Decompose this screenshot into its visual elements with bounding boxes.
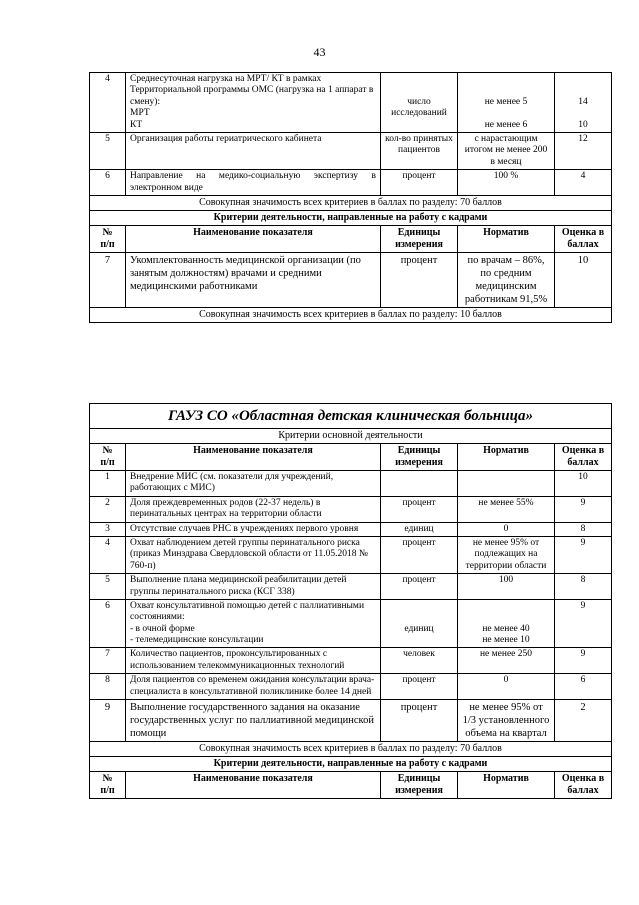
indicator-name: Охват наблюдением детей группы перинатального риска (приказ Минздрава Свердловской области от 11.05.2018 № 760-п) <box>126 536 381 573</box>
header-name: Наименование показателя <box>126 444 381 471</box>
indicator-name: Внедрение МИС (см. показатели для учреждений, работающих с МИС) <box>126 471 381 497</box>
header-num: № п/п <box>90 772 126 799</box>
indicator-name: Количество пациентов, проконсультированных с использованием телекоммуникационных технологий <box>126 648 381 674</box>
table-row <box>90 252 612 308</box>
table-row <box>90 132 612 169</box>
indicator-name: Охват консультативной помощью детей с паллиативными состояниями: - в очной форме - телемедицинские консультации <box>126 599 381 648</box>
row-number: 8 <box>90 674 126 700</box>
unit: процент <box>381 700 458 742</box>
indicator-name: Доля пациентов со временем ожидания консультации врача-специалиста в консультативной поликлинике более 14 дней <box>126 674 381 700</box>
header-name: Наименование показателя <box>126 772 381 799</box>
score: 6 <box>555 674 612 700</box>
norm: 0 <box>458 522 555 536</box>
norm: не менее 250 <box>458 648 555 674</box>
table-row <box>90 700 612 742</box>
section-heading: Критерии основной деятельности <box>90 429 612 444</box>
table-row <box>90 648 612 674</box>
score: 8 <box>555 574 612 600</box>
table-header <box>90 444 612 471</box>
section-total: Совокупная значимость всех критериев в баллах по разделу: 70 баллов <box>90 195 612 210</box>
indicator-name: Направление на медико-социальную экспертизу в электронном виде <box>126 170 381 196</box>
header-unit: Единицы измерения <box>381 444 458 471</box>
unit: процент <box>381 536 458 573</box>
header-num: № п/п <box>90 444 126 471</box>
score: 9 <box>555 536 612 573</box>
table-row <box>90 674 612 700</box>
norm: не менее 55% <box>458 496 555 522</box>
criteria-table-continued <box>89 72 612 323</box>
row-number: 6 <box>90 599 126 648</box>
row-number: 5 <box>90 132 126 169</box>
row-number: 3 <box>90 522 126 536</box>
row-number: 4 <box>90 536 126 573</box>
norm: не менее 95% от подлежащих на территории области <box>458 536 555 573</box>
criteria-table-hospital <box>89 403 612 799</box>
section-total: Совокупная значимость всех критериев в баллах по разделу: 70 баллов <box>90 742 612 757</box>
indicator-name: Укомплектованность медицинской организации (по занятым должностям) врачами и средними медицинскими работниками <box>126 252 381 308</box>
header-score: Оценка в баллах <box>555 444 612 471</box>
table-row <box>90 496 612 522</box>
indicator-name: Среднесуточная нагрузка на МРТ/ КТ в рамках Территориальной программы ОМС (нагрузка на 1 аппарат в смену): МРТ КТ <box>126 73 381 133</box>
indicator-name: Доля преждевременных родов (22-37 недель) в перинатальных центрах на территории области <box>126 496 381 522</box>
row-number: 2 <box>90 496 126 522</box>
indicator-name: Организация работы гериатрического кабинета <box>126 132 381 169</box>
score: 2 <box>555 700 612 742</box>
table-row <box>90 599 612 648</box>
row-number: 4 <box>90 73 126 133</box>
page-number: 43 <box>313 45 326 59</box>
row-number: 7 <box>90 252 126 308</box>
unit: процент <box>381 170 458 196</box>
section-heading: Критерии деятельности, направленные на работу с кадрами <box>90 757 612 772</box>
row-number: 7 <box>90 648 126 674</box>
unit: процент <box>381 252 458 308</box>
institution-title: ГАУЗ СО «Областная детская клиническая больница» <box>90 404 612 429</box>
unit: единиц <box>381 522 458 536</box>
norm: не менее 95% от 1/3 установленного объема на квартал <box>458 700 555 742</box>
table-row <box>90 73 612 133</box>
norm: не менее 40 не менее 10 <box>458 599 555 648</box>
score: 9 <box>555 599 612 648</box>
header-num: № п/п <box>90 225 126 252</box>
row-number: 5 <box>90 574 126 600</box>
table-row <box>90 471 612 497</box>
table-row <box>90 536 612 573</box>
row-number: 1 <box>90 471 126 497</box>
unit: процент <box>381 674 458 700</box>
unit: человек <box>381 648 458 674</box>
score: 10 <box>555 252 612 308</box>
header-unit: Единицы измерения <box>381 772 458 799</box>
header-norm: Норматив <box>458 225 555 252</box>
indicator-name: Отсутствие случаев РНС в учреждениях первого уровня <box>126 522 381 536</box>
score: 8 <box>555 522 612 536</box>
header-name: Наименование показателя <box>126 225 381 252</box>
row-number: 9 <box>90 700 126 742</box>
norm: с нарастающим итогом не менее 200 в месяц <box>458 132 555 169</box>
unit: число исследований <box>381 73 458 133</box>
table-row <box>90 522 612 536</box>
row-number: 6 <box>90 170 126 196</box>
unit: процент <box>381 574 458 600</box>
indicator-name: Выполнение государственного задания на оказание государственных услуг по паллиативной медицинской помощи <box>126 700 381 742</box>
score: 14 10 <box>555 73 612 133</box>
unit: процент <box>381 496 458 522</box>
table-header <box>90 225 612 252</box>
header-norm: Норматив <box>458 772 555 799</box>
norm: по врачам – 86%, по средним медицинским работникам 91,5% <box>458 252 555 308</box>
section-total: Совокупная значимость всех критериев в баллах по разделу: 10 баллов <box>90 308 612 323</box>
unit: кол-во принятых пациентов <box>381 132 458 169</box>
header-unit: Единицы измерения <box>381 225 458 252</box>
unit: единиц <box>381 599 458 648</box>
table-header <box>90 772 612 799</box>
norm <box>458 471 555 497</box>
norm: 100 % <box>458 170 555 196</box>
indicator-name: Выполнение плана медицинской реабилитации детей группы перинатального риска (КСГ 338) <box>126 574 381 600</box>
score: 9 <box>555 648 612 674</box>
norm: 100 <box>458 574 555 600</box>
norm: 0 <box>458 674 555 700</box>
score: 12 <box>555 132 612 169</box>
norm: не менее 5 не менее 6 <box>458 73 555 133</box>
table-row <box>90 170 612 196</box>
section-heading: Критерии деятельности, направленные на работу с кадрами <box>90 210 612 225</box>
score: 10 <box>555 471 612 497</box>
score: 9 <box>555 496 612 522</box>
unit <box>381 471 458 497</box>
header-score: Оценка в баллах <box>555 225 612 252</box>
header-score: Оценка в баллах <box>555 772 612 799</box>
header-norm: Норматив <box>458 444 555 471</box>
table-row <box>90 574 612 600</box>
score: 4 <box>555 170 612 196</box>
